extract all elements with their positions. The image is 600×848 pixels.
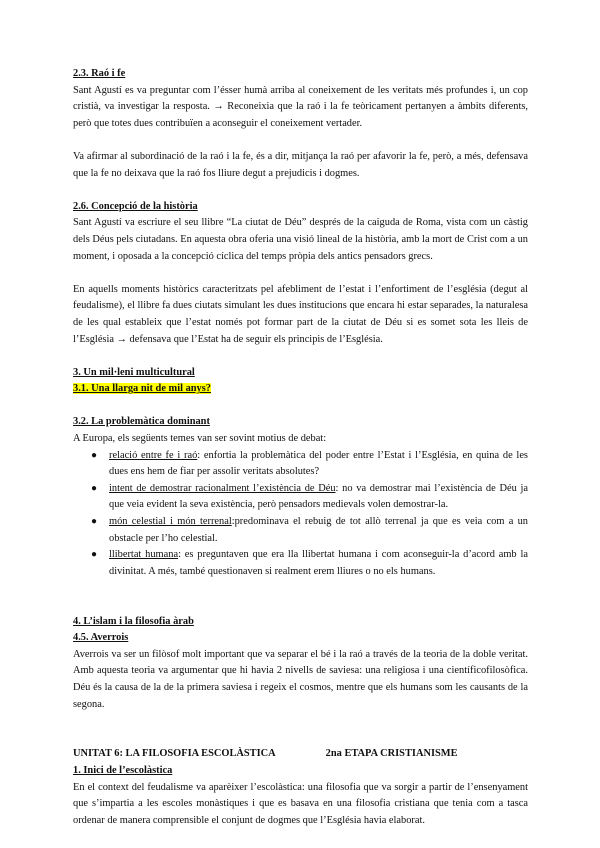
section-4-5-paragraph: Averrois va ser un filòsof molt important que va separar el bé i la raó a través de la teoria de la doble veritat. Amb aquesta teoria va argumentar que hi havia 2 nivells de saviesa: una religiosa i una científicofilosòfica. Déu és la causa de la de la primera saviesa i regeix el cosmos, mentre que els humans som les causants de la segona. [73, 648, 528, 710]
debate-topics-list [73, 448, 528, 581]
section-4-5-title: 4.5. Averrois [73, 632, 129, 644]
bullet-icon: ● [91, 516, 98, 528]
unit-6-section-1-title: 1. Inici de l’escolàstica [73, 764, 173, 776]
section-2-3-paragraph-1: Sant Agustí es va preguntar com l’ésser humà arriba al coneixement de les veritats més profundes i, un cop cristià, va investigar la resposta. → Reconeixia que la raó i la fe teòricament pertanyen a àmbits diferents, però que totes dues contribuïen a aconseguir el coneixement vertader. [73, 84, 528, 129]
unit-6-title: UNITAT 6: LA FILOSOFIA ESCOLÀSTICA [73, 748, 276, 760]
section-4-title: 4. L’islam i la filosofia àrab [73, 615, 194, 627]
section-3-2-intro: A Europa, els següents temes van ser sovint motius de debat: [73, 433, 327, 445]
list-item: ● llibertat humana: es preguntaven que era lla llibertat humana i com aconseguir-la d’acord amb la divinitat. A més, també questionaven si realment erem lliures o no els humans. [91, 549, 528, 577]
unit-6-stage: 2na ETAPA CRISTIANISME [325, 748, 458, 760]
section-2-6-paragraph-2: En aquells moments històrics caracteritzats pel afebliment de l’estat i l’enfortiment de l’església (degut al feudalisme), el llibre fa dues ciutats simulant les dues institucions que encara hi estar separades, la naturalesa de les qual estableix que l’estat només pot formar part de la ciutat de Déu si es somet sota les lleis de l’Església → defensava que l’Estat ha de seguir els principis de l’Església. [73, 283, 528, 345]
section-2-6-title: 2.6. Concepció de la història [73, 200, 198, 212]
section-2-3-paragraph-2: Va afirmar al subordinació de la raó i la fe, és a dir, mitjança la raó per afavorir la fe, però, a més, defensava que la fe no deixava que la raó fos lliure degut a prejudicis i dogmes. [73, 150, 528, 179]
unit-6-paragraph: En el context del feudalisme va aparèixer l’escolàstica: una filosofia que va sorgir a partir de l’ensenyament que s’impartia a les escoles monàstiques i que es basava en una filosofia cristiana que tenia com a tasca ordenar de manera comprensible el conjunt de dogmes que l’Església havia elaborat. [73, 781, 528, 826]
list-item: ● relació entre fe i raó: enfortia la problemàtica del poder entre l’Estat i l’Església, en quina de les dues ens hem de fiar per assolir veritats absolutes? [91, 449, 528, 478]
bullet-icon: ● [91, 549, 98, 561]
section-2-6-paragraph-1: Sant Agustí va escriure el seu llibre “La ciutat de Déu” després de la caiguda de Roma, vista com un càstig dels Déus pels ciutadans. En aquesta obra oferia una visió lineal de la història, amb la mort de Crist com a un moment, i oposada a la concepció cíclica del temps pròpia dels antics pensadors grecs. [73, 217, 528, 262]
unit-6-header [73, 746, 528, 763]
list-item: ● món celestial i món terrenal:predominava el rebuig de tot allò terrenal ja que es veia com a un obstacle per l’ho celestial. [91, 516, 528, 544]
bullet-icon: ● [91, 449, 98, 461]
bullet-icon: ● [91, 482, 98, 494]
list-item: ● intent de demostrar racionalment l’existència de Déu: no va demostrar mai l’existència de Déu ja que veia evident la seva existència, però pensadors medievals volen demostrar-la. [91, 482, 528, 511]
document-body [73, 66, 528, 829]
section-3-title: 3. Un mil·leni multicultural [73, 366, 195, 378]
section-2-3-title: 2.3. Raó i fe [73, 68, 126, 79]
section-3-1-title: 3.1. Una llarga nit de mil anys? [73, 383, 211, 395]
section-3-2-title: 3.2. La problemàtica dominant [73, 416, 210, 428]
